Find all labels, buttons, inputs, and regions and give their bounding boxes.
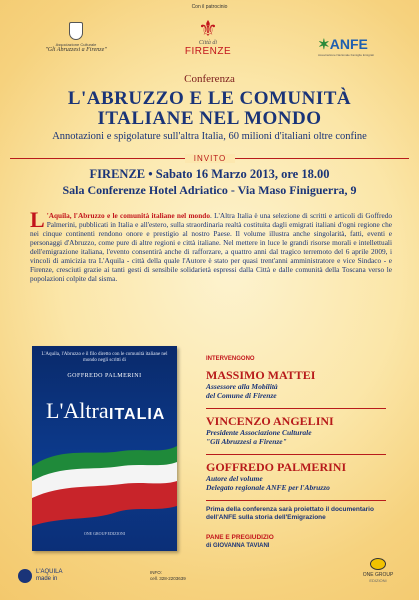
patronage-label: Con il patrocinio [191,4,228,10]
documentary-author: di GIOVANNA TAVIANI [206,543,270,549]
one-group-line2: EDIZIONI [369,578,387,583]
anfe-logo-text: ANFE [329,36,368,52]
speaker-1 [206,368,406,400]
event-subtitle: Annotazioni e spigolature sull'altra Italia, 60 milioni d'italiani oltre confine [52,131,367,142]
speaker-role: del Comune di Firenze [206,390,277,400]
speaker-role: Autore del volume [206,474,263,483]
invito-label: INVITO [185,154,235,163]
aquila-line2: made in [36,576,58,583]
documentary-note: Prima della conferenza sarà proiettato il documentario dell'ANFE sulla storia dell'Emigrazione [206,506,374,521]
association-name: "Gli Abruzzesi a Firenze" [45,47,107,53]
speaker-role: Delegato regionale ANFE per l'Abruzzo [206,482,330,492]
one-group-logo [353,558,403,583]
book-publisher: ONE GROUP EDIZIONI [83,531,126,536]
citta-di-label: Città di [198,40,218,46]
speaker-role: Presidente Associazione Culturale [206,428,312,437]
info-contact [150,570,210,582]
speaker-name: MASSIMO MATTEI [206,368,316,382]
anfe-logo [318,36,398,57]
info-label: INFO: [150,570,162,575]
speaker-name: VINCENZO ANGELINI [206,414,334,428]
description-lead: 'Aquila, l'Abruzzo e le comunità italiane nel mondo [46,211,210,220]
speaker-role: Assessore alla Mobilità [206,382,278,391]
anfe-star-icon: ✶ [318,36,330,52]
event-title-line1: L'ABRUZZO E LE COMUNITÀ [67,88,352,109]
italian-flag-illustration [32,426,177,526]
aquila-made-in-logo [18,567,78,585]
association-logo [26,22,126,53]
documentary-title: PANE E PREGIUDIZIO [206,534,274,541]
event-type: Conferenza [184,73,235,85]
info-phone: cell. 328-2203639 [150,576,186,581]
speaker-name: GOFFREDO PALMERINI [206,460,347,474]
aquila-line1: L'AQUILA [36,569,63,576]
bee-icon [370,558,386,570]
description-text: . L'Altra Italia è una selezione di scritti e articoli di Goffredo Palmerini, pubblicati in Italia e all'estero, sulla straordinaria realtà costituita dagli emigrati italiani d'ogni regione che nei cinque continenti rendono onore e prestigio al nostro Paese. Il volume illustra anche singolarità, fatti, eventi e personaggi d'Abruzzo, come pure di altre regioni e città italiane. Nel mettere in luce le grandi risorse morali e intellettuali dell'emigrazione italiana, l'evento consentirà anche di rafforzare, a quattro anni dal tragico terremoto del 6 aprile 2009, i vincoli di amicizia tra L'Aquila - città della quale l'Autore è stato per quasi trent'anni amministratore e vice Sindaco - e Firenze, cresciuti grazie ai tanti gesti di sensibile solidarietà espressi dalla Città e dalle comunità della Toscana verso le popolazioni colpite dal sisma. [30,211,392,283]
event-venue: Sala Conferenze Hotel Adriatico - Via Maso Finiguerra, 9 [62,183,357,197]
speaker-divider [206,408,386,409]
association-caption: Associazione Culturale [55,42,97,47]
drop-cap: L [30,207,45,232]
speaker-role: "Gli Abruzzesi a Firenze" [206,436,287,446]
speaker-divider [206,454,386,455]
speaker-divider [206,500,386,501]
one-group-line1: ONE GROUP [362,572,394,578]
book-author: GOFFREDO PALMERINI [67,373,142,379]
firenze-logo-text: FIRENZE [184,46,232,57]
anfe-caption: Associazione Nazionale Famiglie Emigrati [318,53,374,57]
book-title-a: L'Altra [46,398,109,423]
speaker-3 [206,460,406,492]
invito-divider [10,154,409,164]
speakers-heading: INTERVENGONO [206,356,255,362]
fleur-de-lis-icon: ⚜ [198,16,218,41]
firenze-logo [168,18,248,57]
aquila-icon [18,569,32,583]
event-date: FIRENZE • Sabato 16 Marzo 2013, ore 18.00 [89,167,330,181]
event-description [30,207,392,283]
book-cover [32,346,177,551]
crest-icon [69,22,83,40]
book-tagline: L'Aquila, l'Abruzzo e il filo diretto con le comunità italiane nel mondo negli scritti di [41,352,168,363]
event-title-line2: ITALIANE NEL MONDO [97,108,322,129]
book-title-b: ITALIA [109,406,166,423]
speaker-2 [206,414,406,446]
